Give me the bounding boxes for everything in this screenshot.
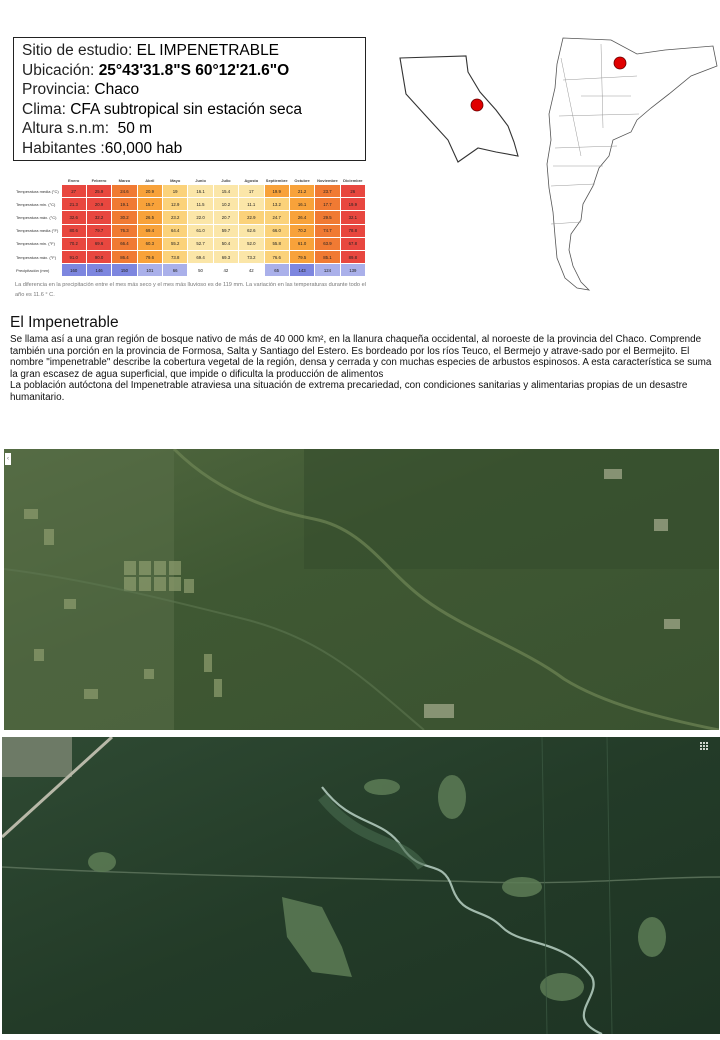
table-cell: 143	[289, 264, 314, 277]
population-value: 60,000 hab	[104, 139, 183, 157]
table-cell: 11.5	[188, 198, 213, 211]
population-row	[22, 139, 365, 159]
argentina-map	[541, 36, 720, 292]
table-cell: 20.9	[137, 185, 162, 198]
table-row	[15, 224, 366, 237]
table-cell: 22.9	[239, 211, 264, 224]
table-cell: 11.1	[239, 198, 264, 211]
article-paragraph-1: Se llama así a una gran región de bosque nativo de más de 40 000 km², en la llanura chaqueña occidental, al noroeste de la provincia del Chaco. Comprende también una porción en la provincia de Formosa, Salta y Santiago del Estero. Es bordeado por los ríos Teuco, el Bermejo y atrave-sado por el Bermejito. El nombre "impenetrable" describe la cobertura vegetal de la región, densa y cerrada y con muchas especies de arbustos espinosos. A esta característica se suma la gran escasez de agua superficial, que impide o dificulta la producción de alimentos	[10, 334, 712, 380]
month-header: Julio	[221, 178, 231, 183]
month-header: Enero	[68, 178, 80, 183]
province-outline	[400, 56, 518, 162]
month-header: Febrero	[91, 178, 107, 183]
table-cell: 85.1	[315, 250, 340, 263]
month-header: Junio	[195, 178, 206, 183]
article-paragraph-2: La población autóctona del Impenetrable atraviesa una situación de extrema precariedad, con condiciones sanitarias y alimentarias propias de un desastre humanitario.	[10, 380, 688, 403]
grid-icon[interactable]	[700, 742, 708, 750]
table-cell: 86.4	[112, 250, 137, 263]
climate-table	[15, 176, 366, 300]
satellite-image-overview	[4, 449, 719, 730]
table-cell: 124	[315, 264, 340, 277]
province-label: Provincia:	[22, 81, 91, 98]
row-label: Temperatura máx. (°F)	[15, 250, 61, 263]
table-cell: 62.6	[239, 224, 264, 237]
table-cell: 69.6	[86, 237, 111, 250]
table-cell: 42	[213, 264, 238, 277]
climate-label: Clima:	[22, 100, 66, 118]
table-cell: 27	[61, 185, 86, 198]
row-label: Temperatura min. (°F)	[15, 237, 61, 250]
site-label: Sitio de estudio:	[22, 42, 133, 59]
table-cell: 73.2	[239, 250, 264, 263]
table-cell: 64.4	[163, 224, 188, 237]
province-row	[22, 80, 365, 100]
table-cell: 69.3	[213, 250, 238, 263]
table-cell: 20.7	[213, 211, 238, 224]
table-cell: 19.9	[340, 198, 365, 211]
table-row	[15, 264, 366, 277]
table-corner	[15, 176, 61, 185]
table-cell: 79.7	[86, 224, 111, 237]
climate-row	[22, 100, 365, 120]
table-cell: 26.4	[289, 211, 314, 224]
site-info-box	[13, 37, 366, 161]
table-cell: 70.2	[289, 224, 314, 237]
table-cell: 59.7	[213, 224, 238, 237]
site-row	[22, 41, 365, 61]
table-cell: 19.9	[264, 185, 289, 198]
climate-note: La diferencia en la precipitación entre el mes más seco y el mes más lluvioso es de 119 mm. La variación en las temperaturas durante todo el año es 11.6 ° C.	[15, 282, 366, 298]
chaco-province-map	[396, 52, 526, 167]
table-row	[15, 211, 366, 224]
table-cell: 15.7	[137, 198, 162, 211]
table-cell: 21.3	[61, 198, 86, 211]
table-cell: 146	[86, 264, 111, 277]
table-row	[15, 250, 366, 263]
table-cell: 73.8	[163, 250, 188, 263]
climate-value: CFA subtropical sin estación seca	[70, 100, 302, 118]
table-cell: 42	[239, 264, 264, 277]
table-cell: 91.0	[61, 250, 86, 263]
table-cell: 12.9	[163, 198, 188, 211]
month-header: Agosto	[244, 178, 259, 183]
table-row	[15, 237, 366, 250]
table-cell: 20.9	[86, 198, 111, 211]
altitude-label: Altura s.n.m:	[22, 120, 109, 137]
table-cell: 32.2	[86, 211, 111, 224]
table-cell: 23.7	[315, 185, 340, 198]
altitude-row	[22, 119, 365, 139]
table-header-row	[15, 176, 366, 185]
row-label: Temperatura media (°C)	[15, 185, 61, 198]
country-outline	[547, 38, 717, 290]
table-cell: 50	[188, 264, 213, 277]
row-label: Precipitación (mm)	[15, 264, 61, 277]
table-cell: 90.0	[86, 250, 111, 263]
table-cell: 19.1	[112, 198, 137, 211]
month-header: Marzo	[118, 178, 131, 183]
table-cell: 21.2	[289, 185, 314, 198]
table-row	[15, 198, 366, 211]
image-handle[interactable]: ‹	[5, 453, 11, 465]
table-cell: 19	[163, 185, 188, 198]
altitude-value: 50 m	[117, 120, 153, 137]
table-cell: 55.2	[163, 237, 188, 250]
table-cell: 24.6	[112, 185, 137, 198]
table-cell: 69.4	[188, 250, 213, 263]
table-cell: 25.9	[86, 185, 111, 198]
location-row	[22, 61, 365, 81]
table-cell: 76.3	[112, 224, 137, 237]
table-cell: 15.4	[213, 185, 238, 198]
table-cell: 52.0	[239, 237, 264, 250]
table-cell: 50.4	[213, 237, 238, 250]
month-header: Septiembre	[265, 178, 288, 183]
table-cell: 22.0	[188, 211, 213, 224]
province-value: Chaco	[94, 81, 140, 98]
table-cell: 63.9	[315, 237, 340, 250]
site-value: EL IMPENETRABLE	[136, 42, 280, 59]
table-cell: 61.0	[289, 237, 314, 250]
table-cell: 66	[163, 264, 188, 277]
table-cell: 67.8	[340, 237, 365, 250]
table-cell: 26	[340, 185, 365, 198]
month-header: Mayo	[170, 178, 181, 183]
table-cell: 79.5	[289, 250, 314, 263]
table-cell: 139	[340, 264, 365, 277]
table-cell: 13.2	[264, 198, 289, 211]
satellite-image-detail	[2, 737, 720, 1034]
table-cell: 78.8	[340, 224, 365, 237]
table-cell: 101	[137, 264, 162, 277]
table-cell: 32.6	[61, 211, 86, 224]
row-label: Temperatura media (°F)	[15, 224, 61, 237]
table-cell: 16.1	[289, 198, 314, 211]
table-cell: 10.2	[213, 198, 238, 211]
month-header: Noviembre	[317, 178, 338, 183]
table-cell: 80.6	[61, 224, 86, 237]
table-cell: 55.8	[264, 237, 289, 250]
population-label: Habitantes :	[22, 139, 105, 157]
table-cell: 23.2	[163, 211, 188, 224]
table-cell: 76.6	[264, 250, 289, 263]
table-cell: 29.5	[315, 211, 340, 224]
table-cell: 26.5	[137, 211, 162, 224]
table-cell: 16.1	[188, 185, 213, 198]
article-title: El Impenetrable	[10, 314, 119, 331]
month-header: Octubre	[294, 178, 310, 183]
row-label: Temperatura máx. (°C)	[15, 211, 61, 224]
table-cell: 17.7	[315, 198, 340, 211]
table-cell: 89.8	[340, 250, 365, 263]
table-cell: 70.2	[61, 237, 86, 250]
table-cell: 66.4	[112, 237, 137, 250]
month-header: Diciembre	[343, 178, 363, 183]
article-body	[10, 334, 716, 404]
month-header: Abril	[145, 178, 155, 183]
table-cell: 160	[61, 264, 86, 277]
table-row	[15, 185, 366, 198]
table-cell: 30.2	[112, 211, 137, 224]
table-cell: 79.6	[137, 250, 162, 263]
table-cell: 74.7	[315, 224, 340, 237]
table-cell: 60.3	[137, 237, 162, 250]
table-cell: 66.0	[264, 224, 289, 237]
table-cell: 150	[112, 264, 137, 277]
location-marker	[614, 57, 626, 69]
table-cell: 69.4	[137, 224, 162, 237]
table-cell: 65	[264, 264, 289, 277]
table-cell: 32.1	[340, 211, 365, 224]
table-cell: 17	[239, 185, 264, 198]
table-cell: 61.0	[188, 224, 213, 237]
location-value: 25°43'31.8"S 60°12'21.6"O	[98, 61, 290, 79]
location-marker	[471, 99, 483, 111]
table-cell: 24.7	[264, 211, 289, 224]
table-cell: 52.7	[188, 237, 213, 250]
location-label: Ubicación:	[22, 61, 95, 79]
row-label: Temperatura min. (°C)	[15, 198, 61, 211]
